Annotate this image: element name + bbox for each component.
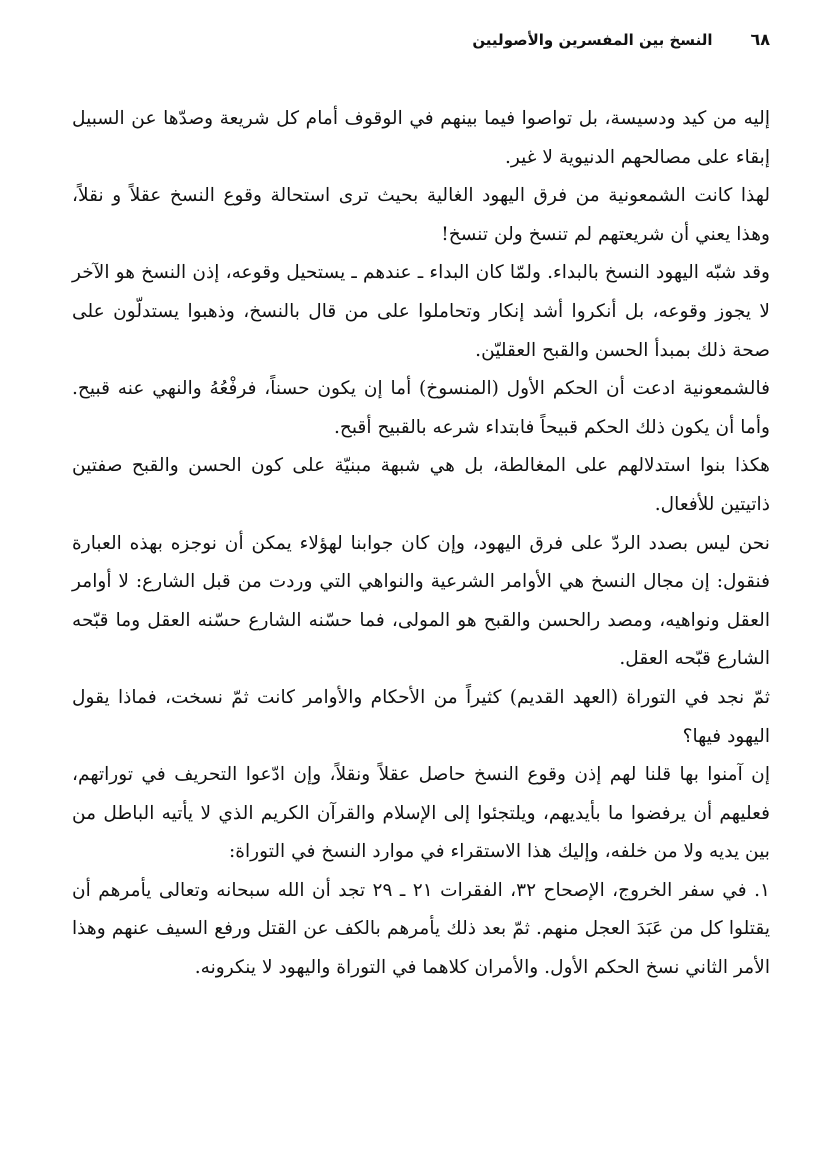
body-text: [72, 100, 770, 988]
paragraph: فالشمعونية ادعت أن الحكم الأول (المنسوخ) أما إن يكون حسناً، فرفْعُهُ والنهي عنه قبيح. وأما أن يكون ذلك الحكم قبيحاً فابتداء شرعه بالقبيح أقبح.: [72, 378, 770, 438]
paragraph: ثمّ نجد في التوراة (العهد القديم) كثيراً من الأحكام والأوامر كانت ثمّ نسخت، فماذا يقول اليهود فيها؟: [72, 686, 770, 747]
running-header: [72, 30, 770, 64]
paragraph: وقد شبّه اليهود النسخ بالبداء. ولمّا كان البداء ـ عندهم ـ يستحيل وقوعه، إذن النسخ هو الآخر لا يجوز وقوعه، بل أنكروا أشد إنكار وتحاملوا على من قال بالنسخ، وذهبوا يستدلّون على صحة ذلك بمبدأ الحسن والقبح العقليّن.: [72, 262, 770, 361]
paragraph: هكذا بنوا استدلالهم على المغالطة، بل هي شبهة مبنيّة على كون الحسن والقبح صفتين ذاتيتين للأفعال.: [72, 455, 770, 515]
paragraph: إليه من كيد ودسيسة، بل تواصوا فيما بينهم في الوقوف أمام كل شريعة وصدّها عن السبيل إبقاء على مصالحهم الدنيوية لا غير.: [72, 108, 770, 168]
page-number: ٦٨: [750, 30, 770, 49]
paragraph: نحن ليس بصدد الردّ على فرق اليهود، وإن كان جوابنا لهؤلاء يمكن أن نوجزه بهذه العبارة فنقول: إن مجال النسخ هي الأوامر الشرعية والنواهي التي وردت من قبل الشارع: لا أوامر العقل ونواهيه، ومصد رالحسن والقبح هو المولى، فما حسّنه الشارع حسّنه العقل وما قبّحه الشارع قبّحه العقل.: [72, 532, 770, 670]
document-page: [72, 30, 770, 988]
paragraph: لهذا كانت الشمعونية من فرق اليهود الغالية بحيث ترى استحالة وقوع النسخ عقلاً و نقلاً، وهذا يعني أن شريعتهم لم تنسخ ولن تنسخ!: [72, 185, 770, 245]
paragraph: إن آمنوا بها قلنا لهم إذن وقوع النسخ حاصل عقلاً ونقلاً، وإن ادّعوا التحريف في توراتهم، فعليهم أن يرفضوا ما بأيديهم، ويلتجئوا إلى الإسلام والقرآن الكريم الذي لا يأتيه الباطل من بين يديه ولا من خلفه، وإليك هذا الاستقراء في موارد النسخ في التوراة:: [72, 764, 770, 863]
chapter-title: النسخ بين المفسرين والأصوليين: [472, 31, 713, 49]
numbered-paragraph: ١. في سفر الخروج، الإصحاح ٣٢، الفقرات ٢١ ـ ٢٩ تجد أن الله سبحانه وتعالى يأمرهم أن يقتلوا كل من عَبَدَ العجل منهم. ثمّ بعد ذلك يأمرهم بالكف عن القتل ورفع السيف عنهم وهذا الأمر الثاني نسخ الحكم الأول. والأمران كلاهما في التوراة واليهود لا ينكرونه.: [72, 879, 770, 979]
